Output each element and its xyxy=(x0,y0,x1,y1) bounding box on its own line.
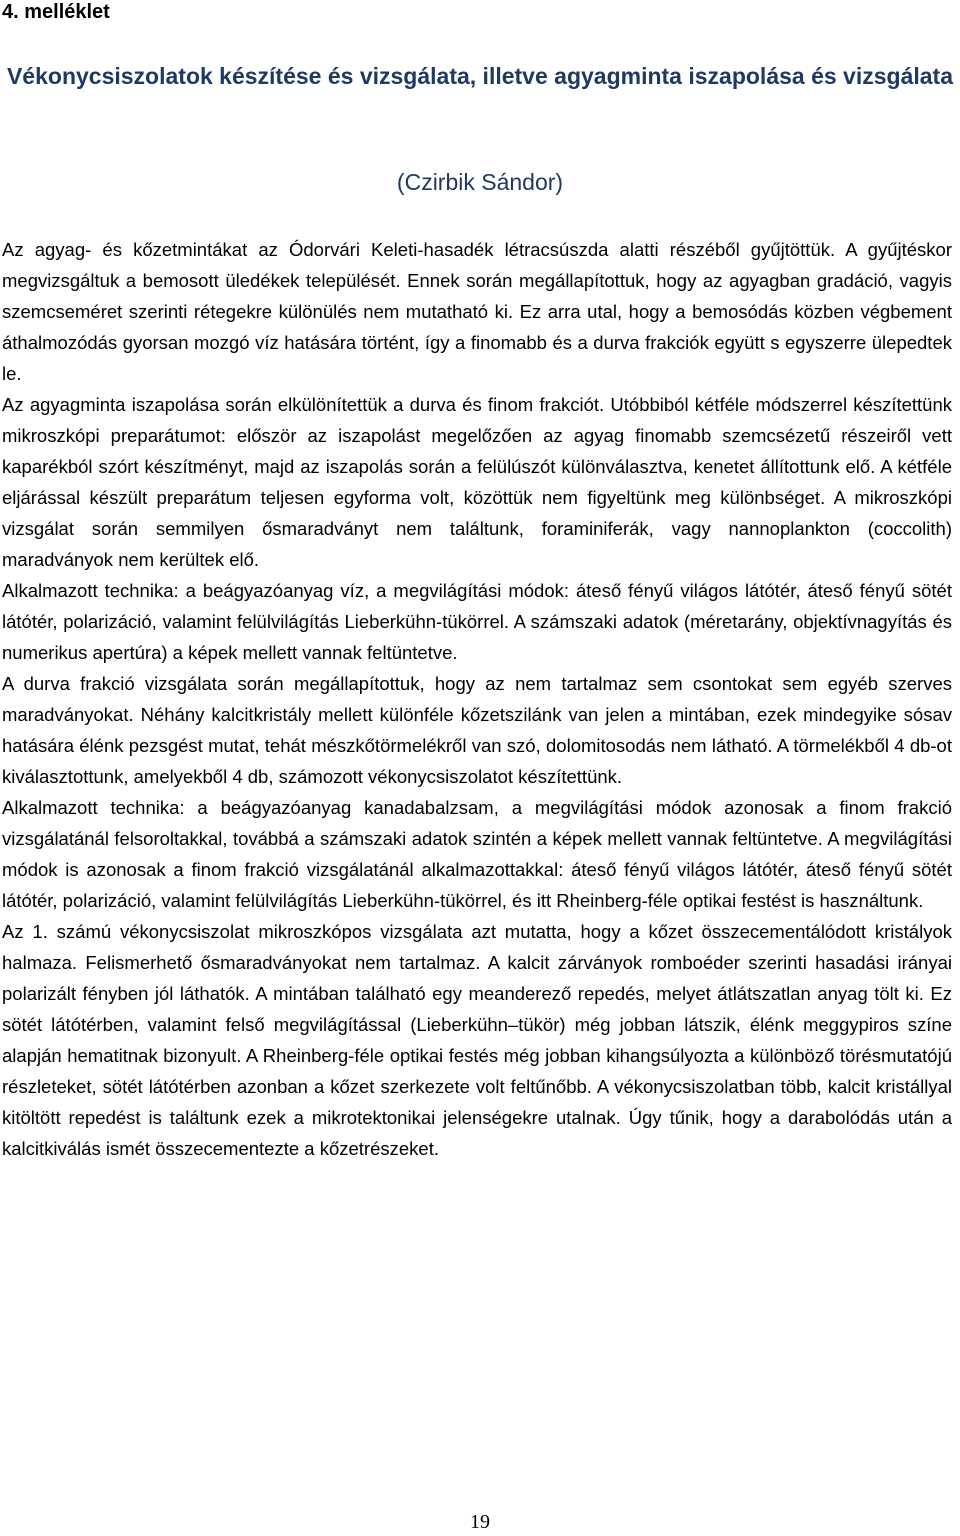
paragraph-sampling: Az agyag- és kőzetmintákat az Ódorvári Keleti-hasadék létracsúszda alatti részéből gyűjtöttük. A gyűjtéskor megvizsgáltuk a bemosott üledékek települését. Ennek során megállapítottuk, hogy az agyagban gradáció, vagyis szemcseméret szerinti rétegekre különülés nem mutatható ki. Ez arra utal, hogy a bemosódás közben végbement áthalmozódás gyorsan mozgó víz hatására történt, így a finomabb és a durva frakciók együtt s egyszerre ülepedtek le. xyxy=(2,239,952,384)
author-name: (Czirbik Sándor) xyxy=(396,169,564,195)
paragraph-thin-section-1: Az 1. számú vékonycsiszolat mikroszkópos vizsgálata azt mutatta, hogy a kőzet összecementálódott kristályok halmaza. Felismerhető ősmaradványokat nem tartalmaz. A kalcit zárványok romboéder szerinti hasadási irányai polarizált fényben jól láthatók. A mintában található egy meanderező repedés, melyet átlátszatlan anyag tölt ki. Ez sötét látótérben, valamint felső megvilágítással (Lieberkühn–tükör) még jobban látszik, élénk meggypiros színe alapján hematitnak bizonyult. A Rheinberg-féle optikai festés még jobban kihangsúlyozta a különböző törésmutatójú részleteket, sötét látótérben azonban a kőzet szerkezete volt feltűnőbb. A vékonycsiszolatban több, kalcit kristállyal kitöltött repedést is találtunk ezek a mikrotektonikai jelenségekre utalnak. Úgy tűnik, hogy a darabolódás után a kalcitkiválás ismét összecementezte a kőzetrészeket. xyxy=(2,921,952,1159)
paragraph-coarse-fraction: A durva frakció vizsgálata során megállapítottuk, hogy az nem tartalmaz sem csontokat sem egyéb szerves maradványokat. Néhány kalcitkristály mellett különféle kőzetszilánk van jelen a mintában, ezek mindegyike sósav hatására élénk pezsgést mutat, tehát mészkőtörmelékről van szó, dolomitosodás nem látható. A törmelékből 4 db-ot kiválasztottunk, amelyekből 4 db, számozott vékonycsiszolatot készítettünk. xyxy=(2,673,952,787)
document-title: Vékonycsiszolatok készítése és vizsgálata, illetve agyagminta iszapolása és vizsgálata xyxy=(6,63,954,89)
paragraph-technique-fine: Alkalmazott technika: a beágyazóanyag víz, a megvilágítási módok: áteső fényű világos látótér, áteső fényű sötét látótér, polarizáció, valamint felülvilágítás Lieberkühn-tükörrel. A számszaki adatok (méretarány, objektívnagyítás és numerikus apertúra) a képek mellett vannak feltüntetve. xyxy=(2,580,952,663)
document-body xyxy=(2,234,952,1164)
page-number: 19 xyxy=(470,1511,490,1533)
paragraph-fine-fraction: Az agyagminta iszapolása során elkülönítettük a durva és finom frakciót. Utóbbiból kétféle módszerrel készítettünk mikroszkópi preparátumot: először az iszapolást megelőzően az agyag finomabb szemcsézetű részeiről vett kaparékból szórt készítményt, majd az iszapolás során a felülúszót különválasztva, kenetet állítottunk elő. A kétféle eljárással készült preparátum teljesen egyforma volt, közöttük nem figyeltünk meg különbséget. A mikroszkópi vizsgálat során semmilyen ősmaradványt nem találtunk, foraminiferák, vagy nannoplankton (coccolith) maradványok nem kerültek elő. xyxy=(2,394,952,570)
appendix-label: 4. melléklet xyxy=(2,1,110,23)
paragraph-technique-coarse: Alkalmazott technika: a beágyazóanyag kanadabalzsam, a megvilágítási módok azonosak a finom frakció vizsgálatánál felsoroltakkal, továbbá a számszaki adatok szintén a képek mellett vannak feltüntetve. A megvilágítási módok is azonosak a finom frakció vizsgálatánál alkalmazottakkal: áteső fényű világos látótér, áteső fényű sötét látótér, polarizáció, valamint felülvilágítás Lieberkühn-tükörrel, és itt Rheinberg-féle optikai festést is használtunk. xyxy=(2,797,952,911)
